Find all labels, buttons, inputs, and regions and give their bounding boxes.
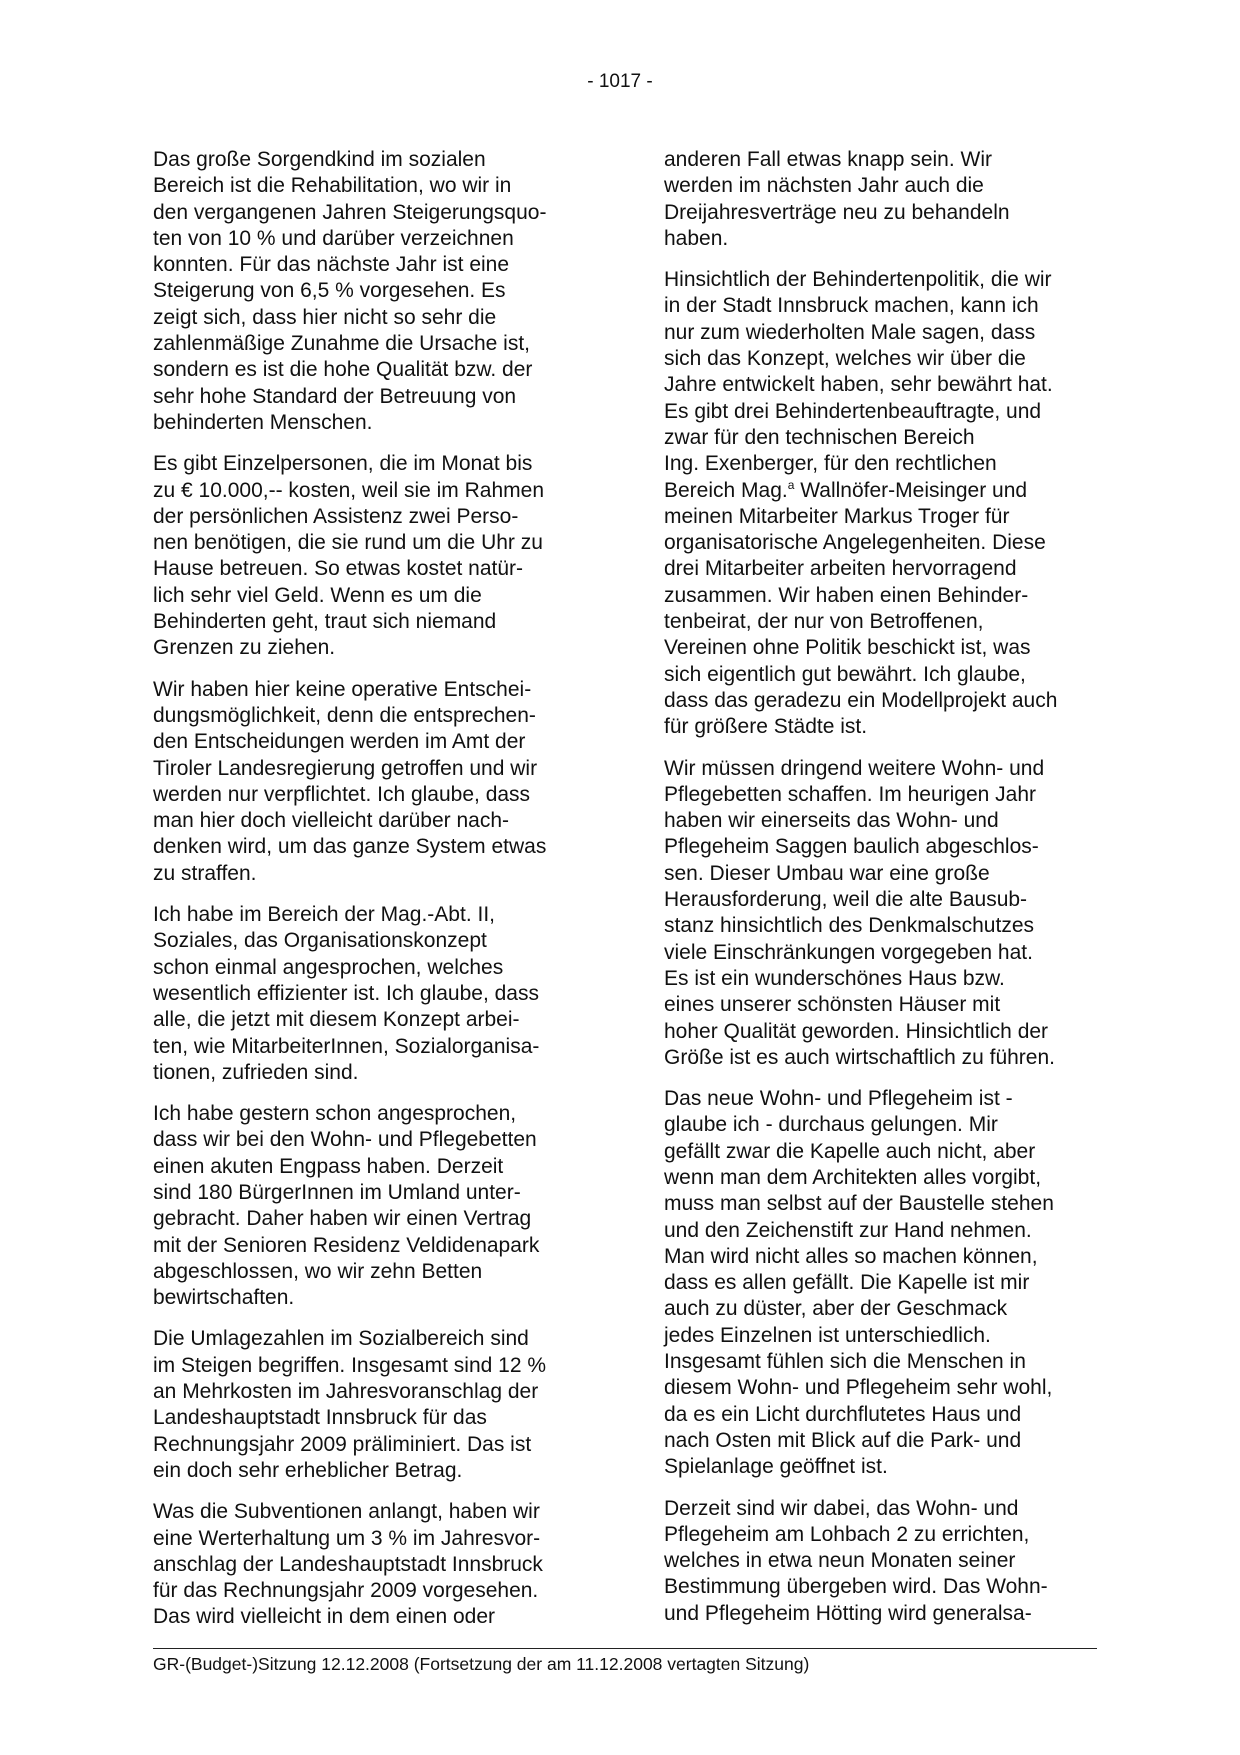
paragraph-with-superscript	[664, 267, 1104, 740]
footer-text: GR-(Budget-)Sitzung 12.12.2008 (Fortsetzung der am 11.12.2008 vertagten Sitzung)	[153, 1654, 810, 1674]
paragraph: Ich habe gestern schon angesprochen, dass wir bei den Wohn- und Pflegebetten einen akuten Engpass haben. Derzeit sind 180 BürgerInnen im Umland unter- gebracht. Daher haben wir einen Vertrag mit der Senioren Residenz Veldidenapark abgeschlossen, wo wir zehn Betten bewirtschaften.	[153, 1102, 540, 1310]
paragraph-text: Hinsichtlich der Behindertenpolitik, die wir in der Stadt Innsbruck machen, kann ich nur zum wiederholten Male sagen, dass sich das Konzept, welches wir über die Jahre entwickelt haben, sehr bewährt hat. Es gibt drei Behindertenbeauftragte, und zwar für den technischen Bereich Ing. Exenberger, für den rechtlichen Bereich Mag.	[664, 268, 1053, 502]
footer-divider	[153, 1648, 1097, 1649]
paragraph: Das neue Wohn- und Pflegeheim ist - glaube ich - durchaus gelungen. Mir gefällt zwar die Kapelle auch nicht, aber wenn man dem Architekten alles vorgibt, muss man selbst auf der Baustelle stehen und den Zeichenstift zur Hand nehmen. Man wird nicht alles so machen können, dass es allen gefällt. Die Kapelle ist mir auch zu düster, aber der Geschmack jedes Einzelnen ist unterschiedlich. Insgesamt fühlen sich die Menschen in diesem Wohn- und Pflegeheim sehr wohl, da es ein Licht durchflutetes Haus und nach Osten mit Blick auf die Park- und Spielanlage geöffnet ist.	[664, 1087, 1054, 1479]
paragraph: Das große Sorgendkind im sozialen Bereich ist die Rehabilitation, wo wir in den vergangenen Jahren Steigerungsquo- ten von 10 % und darüber verzeichnen konnten. Für das nächste Jahr ist eine Steigerung von 6,5 % vorgesehen. Es zeigt sich, dass hier nicht so sehr die zahlenmäßige Zunahme die Ursache ist, sondern es ist die hohe Qualität bzw. der sehr hohe Standard der Betreuung von behinderten Menschen.	[153, 148, 547, 434]
page-number: - 1017 -	[587, 71, 653, 92]
left-column	[153, 147, 593, 1646]
paragraph: Was die Subventionen anlangt, haben wir eine Werterhaltung um 3 % im Jahresvor- anschlag der Landeshauptstadt Innsbruck für das Rechnungsjahr 2009 vorgesehen. Das wird vielleicht in dem einen oder	[153, 1500, 543, 1629]
paragraph: Derzeit sind wir dabei, das Wohn- und Pflegeheim am Lohbach 2 zu errichten, welches in etwa neun Monaten seiner Bestimmung übergeben wird. Das Wohn- und Pflegeheim Hötting wird generalsa-	[664, 1496, 1048, 1625]
paragraph: Wir haben hier keine operative Entschei- dungsmöglichkeit, denn die entsprechen- den Entscheidungen werden im Amt der Tiroler Landesregierung getroffen und wir werden nur verpflichtet. Ich glaube, dass man hier doch vielleicht darüber nach- denken wird, um das ganze System etwas zu straffen.	[153, 677, 547, 885]
paragraph: Ich habe im Bereich der Mag.-Abt. II, Soziales, das Organisationskonzept schon einmal angesprochen, welches wesentlich effizienter ist. Ich glaube, dass alle, die jetzt mit diesem Konzept arbei- ten, wie MitarbeiterInnen, Sozialorganisa- tionen, zufrieden sind.	[153, 903, 540, 1084]
paragraph: Es gibt Einzelpersonen, die im Monat bis zu € 10.000,-- kosten, weil sie im Rahmen der persönlichen Assistenz zwei Perso- nen benötigen, die sie rund um die Uhr zu Hause betreuen. So etwas kostet natür- lich sehr viel Geld. Wenn es um die Behinderten geht, traut sich niemand Grenzen zu ziehen.	[153, 452, 545, 660]
paragraph-text: Wallnöfer-Meisinger und meinen Mitarbeiter Markus Troger für organisatorische Angelegenheiten. Diese drei Mitarbeiter arbeiten hervorragend zusammen. Wir haben einen Behinder- tenbeirat, der nur von Betroffenen, Vereinen ohne Politik beschickt ist, was sich eigentlich gut bewährt. Ich glaube, dass das geradezu ein Modellprojekt auch für größere Städte ist.	[664, 478, 1058, 739]
right-column	[664, 147, 1104, 1642]
superscript-a: a	[787, 477, 795, 492]
paragraph: Die Umlagezahlen im Sozialbereich sind im Steigen begriffen. Insgesamt sind 12 % an Mehrkosten im Jahresvoranschlag der Landeshauptstadt Innsbruck für das Rechnungsjahr 2009 präliminiert. Das ist ein doch sehr erheblicher Betrag.	[153, 1327, 547, 1482]
paragraph: anderen Fall etwas knapp sein. Wir werden im nächsten Jahr auch die Dreijahresverträge neu zu behandeln haben.	[664, 148, 1010, 250]
paragraph: Wir müssen dringend weitere Wohn- und Pflegebetten schaffen. Im heurigen Jahr haben wir einerseits das Wohn- und Pflegeheim Saggen baulich abgeschlos- sen. Dieser Umbau war eine große Herausforderung, weil die alte Bausub- stanz hinsichtlich des Denkmalschutzes viele Einschränkungen vorgegeben hat. Es ist ein wunderschönes Haus bzw. eines unserer schönsten Häuser mit hoher Qualität geworden. Hinsichtlich der Größe ist es auch wirtschaftlich zu führen.	[664, 756, 1055, 1069]
